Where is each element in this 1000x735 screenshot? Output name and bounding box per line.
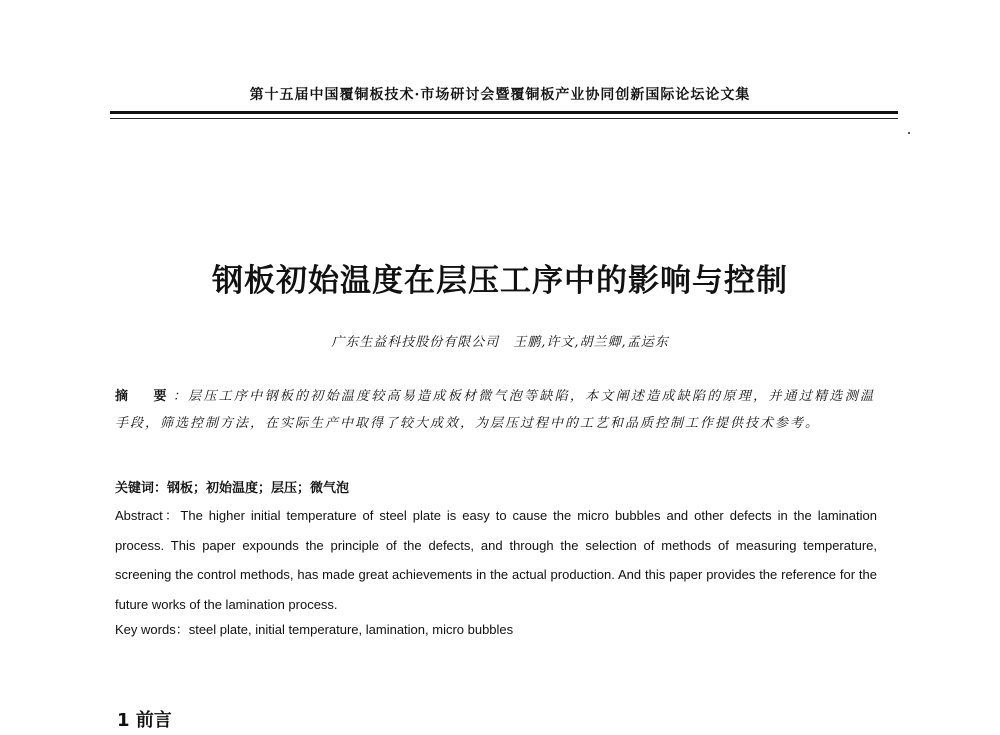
author-affiliation: 广东生益科技股份有限公司 王鹏,许文,胡兰卿,孟运东: [331, 335, 669, 350]
abstract-en-colon: ：: [162, 508, 181, 523]
section-heading-introduction: [117, 706, 172, 732]
abstract-chinese: [115, 383, 875, 437]
abstract-en-label: Abstract: [115, 508, 163, 523]
keywords-cn-text: 钢板；初始温度；层压；微气泡: [167, 481, 350, 496]
abstract-cn-label: 摘 要: [115, 389, 173, 404]
keywords-en-text: steel plate, initial temperature, lamination, micro bubbles: [188, 622, 514, 637]
keywords-english: [115, 619, 875, 638]
header-rule-thin: [110, 118, 898, 119]
running-header: 第十五届中国覆铜板技术·市场研讨会暨覆铜板产业协同创新国际论坛论文集: [249, 87, 751, 103]
keywords-cn-label: 关键词: [115, 481, 155, 496]
keywords-chinese: [115, 477, 875, 496]
scan-speck: [908, 132, 910, 134]
section-number: 1: [117, 710, 130, 731]
header-rule-thick: [110, 111, 898, 114]
abstract-english: [115, 501, 877, 619]
keywords-en-label: Key words: [115, 622, 176, 637]
keywords-en-colon: ：: [175, 622, 189, 637]
section-title: 前言: [135, 710, 172, 731]
keywords-cn-colon: ：: [154, 481, 168, 496]
abstract-en-text: The higher initial temperature of steel plate is easy to cause the micro bubbles and other defects in the lamination process. This paper expounds the principle of the defects, and through the selection of methods of measuring temperature, screening the control methods, has made great achievements in the actual production. And this paper provides the reference for the future works of the lamination process.: [115, 508, 877, 612]
abstract-cn-text: 层压工序中钢板的初始温度较高易造成板材微气泡等缺陷，本文阐述造成缺陷的原理，并通过精选测温手段，筛选控制方法，在实际生产中取得了较大成效，为层压过程中的工艺和品质控制工作提供技术参考。: [115, 389, 875, 431]
paper-title: 钢板初始温度在层压工序中的影响与控制: [212, 263, 788, 299]
abstract-cn-colon: ：: [172, 389, 189, 404]
